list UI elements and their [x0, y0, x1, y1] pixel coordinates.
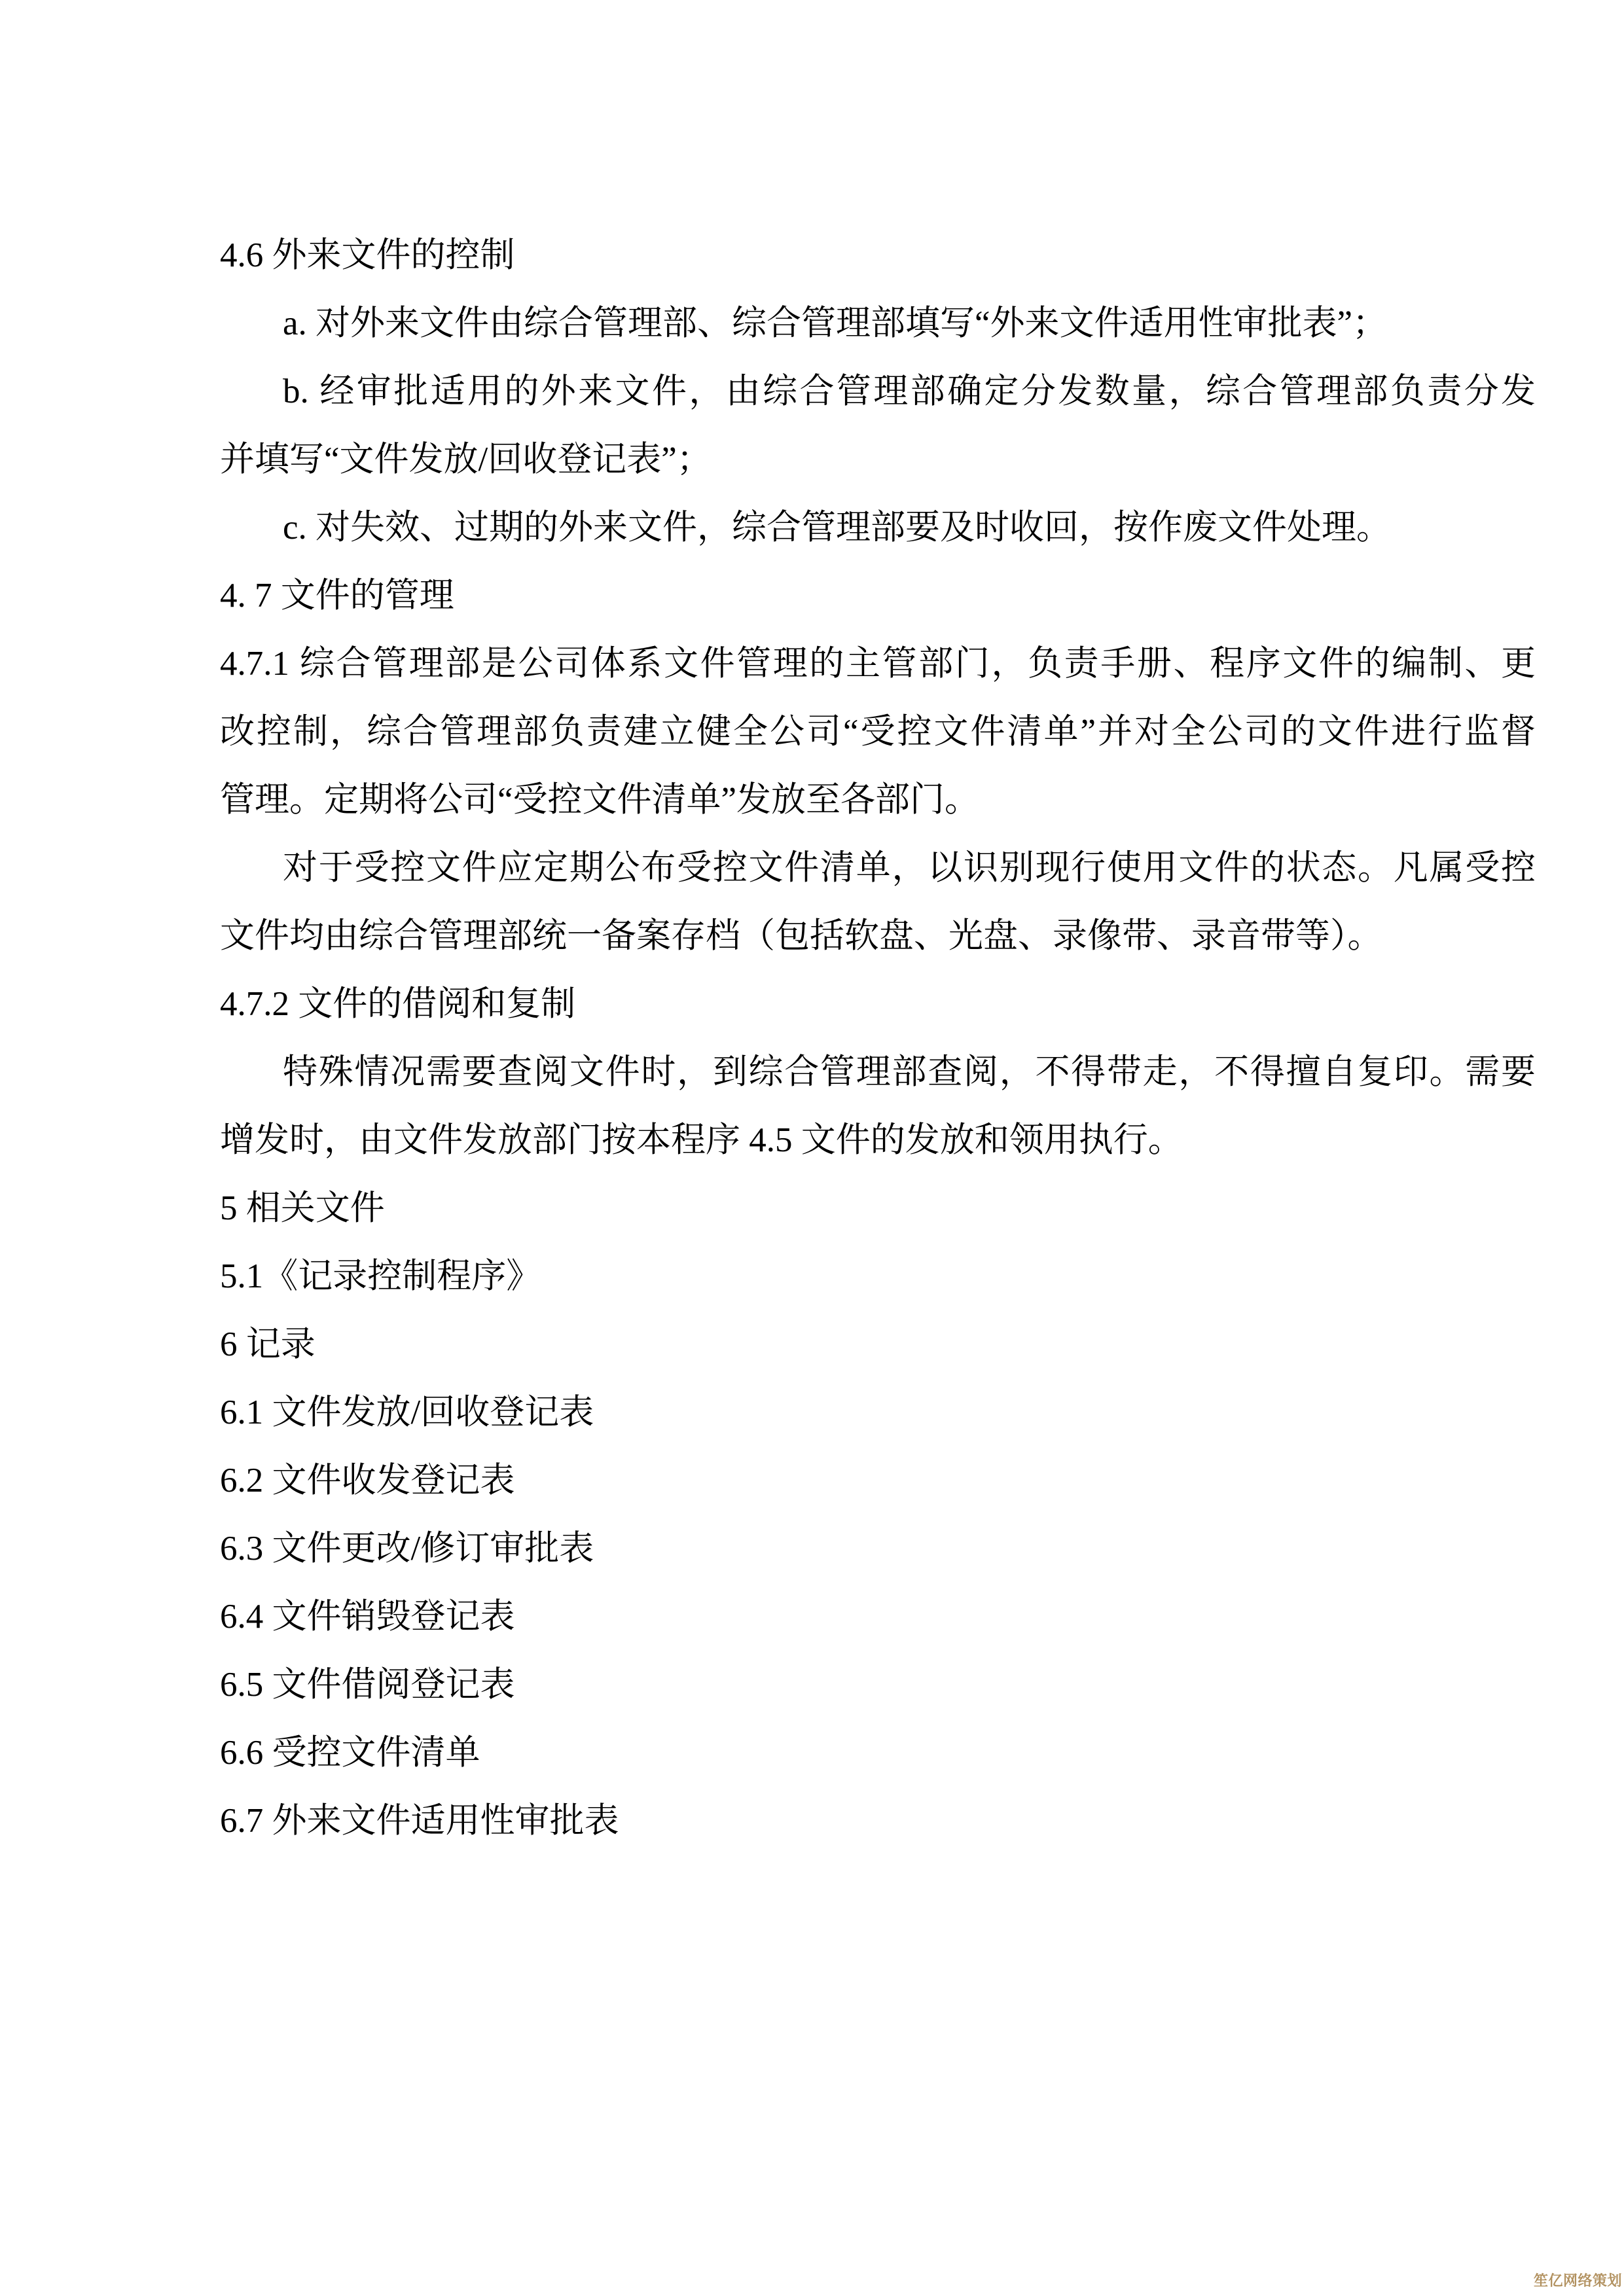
- doc-line-para-controlled: 对于受控文件应定期公布受控文件清单，以识别现行使用文件的状态。凡属受控: [283, 849, 1536, 887]
- doc-line-item-b-cont: 并填写“文件发放/回收登记表”；: [220, 440, 712, 478]
- doc-line-4-7-1-cont1: 改控制，综合管理部负责建立健全公司“受控文件清单”并对全公司的文件进行监督: [220, 713, 1536, 751]
- doc-line-item-b: b. 经审批适用的外来文件，由综合管理部确定分发数量，综合管理部负责分发: [283, 372, 1536, 410]
- doc-line-6-7: 6.7 外来文件适用性审批表: [220, 1802, 619, 1840]
- doc-line-heading-4-6: 4.6 外来文件的控制: [220, 236, 515, 274]
- doc-line-heading-4-7-2: 4.7.2 文件的借阅和复制: [220, 985, 576, 1023]
- doc-line-5-1: 5.1《记录控制程序》: [220, 1257, 541, 1295]
- doc-line-6-5: 6.5 文件借阅登记表: [220, 1666, 515, 1704]
- doc-line-para-borrow-cont: 增发时，由文件发放部门按本程序 4.5 文件的发放和领用执行。: [220, 1121, 1183, 1159]
- doc-line-item-c: c. 对失效、过期的外来文件，综合管理部要及时收回，按作废文件处理。: [283, 509, 1392, 547]
- doc-line-para-controlled-cont: 文件均由综合管理部统一备案存档（包括软盘、光盘、录像带、录音带等）。: [220, 917, 1382, 955]
- doc-line-item-a: a. 对外来文件由综合管理部、综合管理部填写“外来文件适用性审批表”；: [283, 304, 1388, 342]
- doc-line-heading-4-7: 4. 7 文件的管理: [220, 577, 454, 615]
- doc-line-6-2: 6.2 文件收发登记表: [220, 1462, 515, 1499]
- doc-line-6-1: 6.1 文件发放/回收登记表: [220, 1393, 594, 1431]
- doc-line-para-borrow: 特殊情况需要查阅文件时，到综合管理部查阅，不得带走，不得擅自复印。需要: [283, 1053, 1536, 1091]
- document-body: [220, 221, 1536, 1855]
- doc-line-6-6: 6.6 受控文件清单: [220, 1734, 480, 1772]
- doc-line-heading-5: 5 相关文件: [220, 1189, 385, 1227]
- doc-line-6-4: 6.4 文件销毁登记表: [220, 1598, 515, 1636]
- doc-line-4-7-1-cont2: 管理。定期将公司“受控文件清单”发放至各部门。: [220, 781, 980, 819]
- doc-line-6-3: 6.3 文件更改/修订审批表: [220, 1530, 594, 1568]
- doc-line-4-7-1: 4.7.1 综合管理部是公司体系文件管理的主管部门，负责手册、程序文件的编制、更: [220, 645, 1536, 683]
- doc-line-heading-6: 6 记录: [220, 1325, 316, 1363]
- watermark: 笙亿网络策划: [1533, 2272, 1622, 2289]
